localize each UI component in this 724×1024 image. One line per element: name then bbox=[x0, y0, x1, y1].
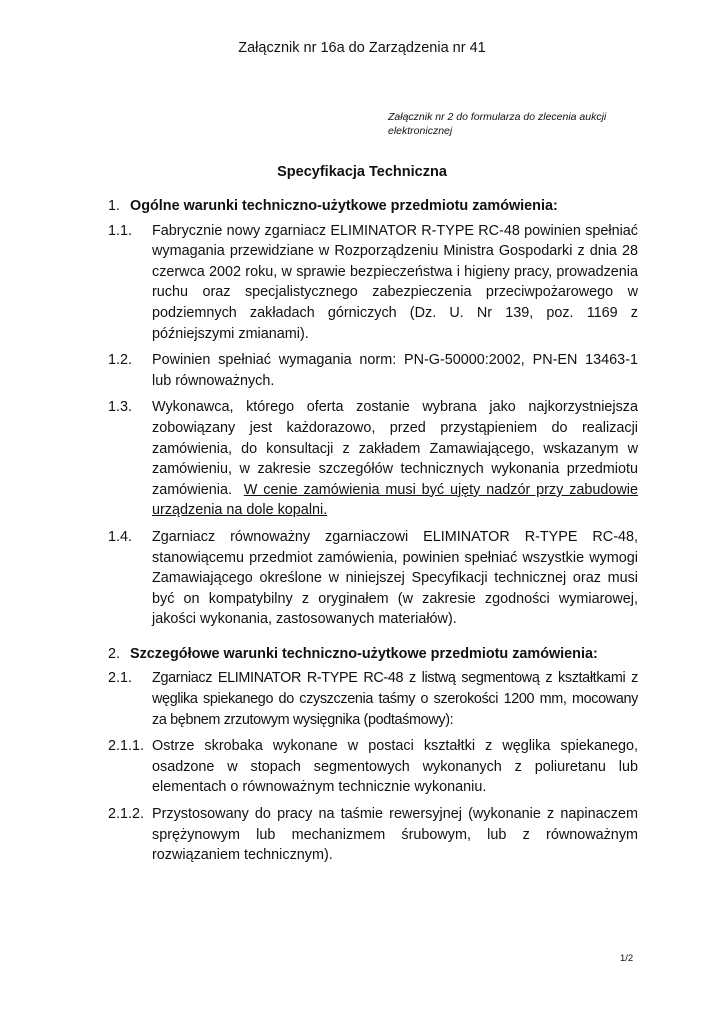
item-number: 1.2. bbox=[108, 352, 133, 369]
item-text: Fabrycznie nowy zgarniacz ELIMINATOR R-TYPE RC-48 powinien spełniać wymagania przewidziane w Rozporządzeniu Ministra Gospodarki z dnia 28 czerwca 2002 roku, w sprawie bezpieczeństwa i higieny pracy, prowadzenia ruchu oraz specjalistycznego zabezpieczenia przeciwpożarowego w podziemnych zakładach górniczych (Dz. U. Nr 139, poz. 1169 z późniejszymi zmianami). bbox=[152, 222, 638, 342]
annex-note: Załącznik nr 2 do formularza do zlecenia aukcji elektronicznej bbox=[388, 111, 607, 137]
section-heading-text: Ogólne warunki techniczno-użytkowe przedmiotu zamówienia: bbox=[130, 198, 558, 214]
section-number: 2. bbox=[108, 645, 121, 662]
section-number: 1. bbox=[108, 198, 121, 214]
list-item-1-4 bbox=[108, 527, 638, 630]
item-text: Powinien spełniać wymagania norm: PN-G-50000:2002, PN-EN 13463-1 lub równoważnych. bbox=[152, 352, 638, 389]
list-item-1-1 bbox=[108, 221, 638, 345]
item-number: 2.1. bbox=[108, 670, 133, 687]
page-number: 1/2 bbox=[620, 953, 634, 964]
item-number: 2.1.1. bbox=[108, 738, 145, 755]
list-item-2-1-2 bbox=[108, 804, 638, 866]
item-text-block bbox=[152, 397, 638, 521]
document-body bbox=[108, 196, 638, 872]
item-number: 1.4. bbox=[108, 528, 133, 545]
list-item-1-3 bbox=[108, 397, 638, 521]
document-title: Specyfikacja Techniczna bbox=[277, 164, 447, 180]
list-item-2-1 bbox=[108, 668, 638, 730]
item-number: 1.1. bbox=[108, 222, 133, 239]
item-text: Zgarniacz ELIMINATOR R-TYPE RC-48 z listwą segmentową z kształtkami z węglika spiekanego do czyszczenia taśmy o szerokości 1200 mm, mocowany za bębnem zrzutowym wysięgnika (podtaśmowy): bbox=[152, 670, 638, 728]
section-heading-text: Szczegółowe warunki techniczno-użytkowe przedmiotu zamówienia: bbox=[130, 645, 598, 662]
item-number: 1.3. bbox=[108, 399, 133, 416]
item-text: Przystosowany do pracy na taśmie rewersyjnej (wykonanie z napinaczem sprężynowym lub mechanizmem śrubowym, lub z równoważnym rozwiązaniem technicznym). bbox=[152, 806, 638, 864]
section-heading-2 bbox=[108, 644, 638, 665]
item-text: Wykonawca, którego oferta zostanie wybrana jako najkorzystniejsza zobowiązany jest każdorazowo, przed przystąpieniem do realizacji zamówienia, do konsultacji z zakładem Zamawiającego, wskazanym w zamówieniu, w zakresie szczegółów technicznych wykonania przedmiotu zamówienia. bbox=[152, 399, 638, 498]
list-item-1-2 bbox=[108, 350, 638, 391]
section-heading-1 bbox=[108, 196, 638, 217]
item-text: Ostrze skrobaka wykonane w postaci kształtki z węglika spiekanego, osadzone w stopach segmentowych wykonanych z poliuretanu lub elementach o równoważnym technicznie wykonaniu. bbox=[152, 738, 638, 796]
underlined-note: W cenie zamówienia musi być ujęty nadzór przy zabudowie urządzenia na dole kopalni. bbox=[152, 481, 639, 519]
item-text: Zgarniacz równoważny zgarniaczowi ELIMINATOR R-TYPE RC-48, stanowiącemu przedmiot zamówienia, powinien spełniać wszystkie wymogi Zamawiającego określone w niniejszej Specyfikacji technicznej oraz musi być on kompatybilny z oryginałem (w zakresie zgodności wymiarowej, jakości wykonania, zastosowanych materiałów). bbox=[152, 528, 638, 628]
header-title: Załącznik nr 16a do Zarządzenia nr 41 bbox=[238, 40, 486, 56]
list-item-2-1-1 bbox=[108, 736, 638, 798]
item-number: 2.1.2. bbox=[108, 806, 145, 823]
